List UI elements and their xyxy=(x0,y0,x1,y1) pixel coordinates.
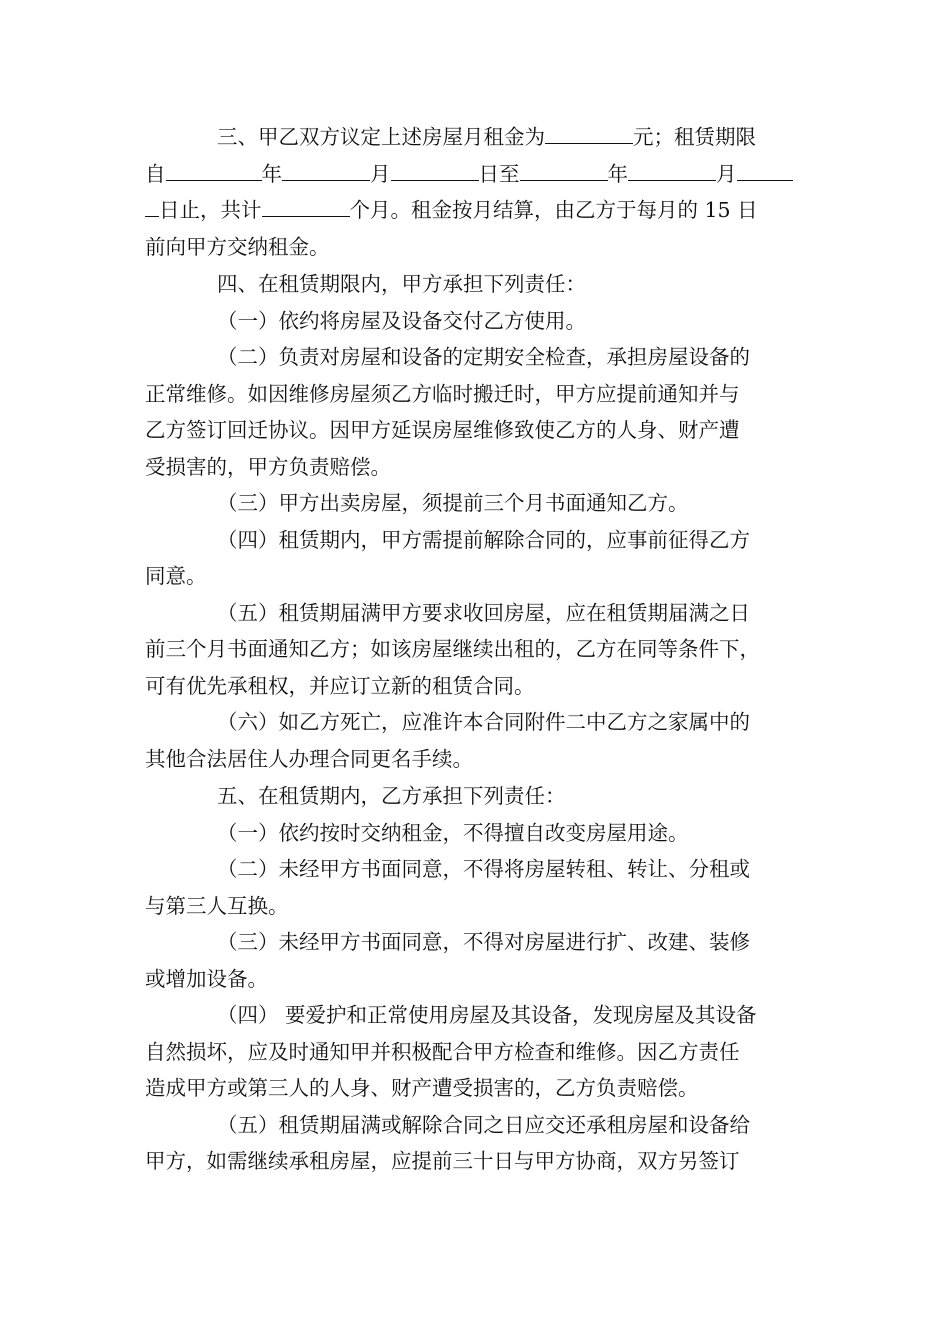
clause-5-item-2-line-1: （二）未经甲方书面同意，不得将房屋转租、转让、分租或 xyxy=(217,857,750,881)
clause-4-item-6-line-1: （六）如乙方死亡，应准许本合同附件二中乙方之家属中的 xyxy=(217,710,750,734)
clause-5-item-1: （一）依约按时交纳租金，不得擅自改变房屋用途。 xyxy=(217,820,689,845)
clause-4-item-5-line-2: 前三个月书面通知乙方；如该房屋继续出租的，乙方在同等条件下， xyxy=(145,637,760,661)
clause-5-heading: 五、在租赁期内，乙方承担下列责任： xyxy=(217,784,566,808)
clause-3-line-4: 前向甲方交纳租金。 xyxy=(145,234,330,259)
clause-3 xyxy=(145,119,810,265)
clause-4-item-2-line-3: 乙方签订回迁协议。因甲方延误房屋维修致使乙方的人身、财产遭 xyxy=(145,418,740,442)
end-day-blank-part1 xyxy=(737,162,793,181)
clause-4-item-4-line-1: （四）租赁期内，甲方需提前解除合同的，应事前征得乙方 xyxy=(217,527,750,552)
rent-amount-blank xyxy=(545,125,633,144)
start-day-blank xyxy=(391,162,479,181)
clause-3-line-2: 自 年 月 日至 年 月 xyxy=(145,156,810,193)
clause-4-item-3: （三）甲方出卖房屋，须提前三个月书面通知乙方。 xyxy=(217,491,689,515)
clause-5-item-4-line-1: （四） 要爱护和正常使用房屋及其设备，发现房屋及其设备 xyxy=(217,1003,757,1027)
clause-5-item-4-line-2: 自然损坏，应及时通知甲并积极配合甲方检查和维修。因乙方责任 xyxy=(145,1039,740,1064)
clause-4-item-4-line-2: 同意。 xyxy=(145,564,207,588)
clause-4-item-1: （一）依约将房屋及设备交付乙方使用。 xyxy=(217,308,586,333)
start-month-blank xyxy=(282,162,370,181)
clause-5-item-2-line-2: 与第三人互换。 xyxy=(145,893,289,918)
clause-5-item-4-line-3: 造成甲方或第三人的人身、财产遭受损害的，乙方负责赔偿。 xyxy=(145,1076,699,1100)
clause-4-item-2-line-4: 受损害的，甲方负责赔偿。 xyxy=(145,454,391,479)
clause-5-item-3-line-2: 或增加设备。 xyxy=(145,966,268,991)
start-year-blank xyxy=(166,162,262,181)
end-month-blank xyxy=(628,162,716,181)
clause-3-line-3: 日止，共计 个月。租金按月结算，由乙方于每月的 15 日 xyxy=(145,192,810,229)
end-year-blank xyxy=(520,162,608,181)
clause-3-line-1: 三、甲乙双方议定上述房屋月租金为 元；租赁期限 xyxy=(217,125,756,149)
clause-4 xyxy=(145,266,810,777)
clause-4-item-2-line-1: （二）负责对房屋和设备的定期安全检查，承担房屋设备的 xyxy=(217,345,750,369)
clause-5 xyxy=(145,778,810,1180)
clause-5-item-3-line-1: （三）未经甲方书面同意，不得对房屋进行扩、改建、装修 xyxy=(217,930,750,954)
clause-4-item-2-line-2: 正常维修。如因维修房屋须乙方临时搬迁时，甲方应提前通知并与 xyxy=(145,381,740,406)
clause-5-item-5-line-2: 甲方，如需继续承租房屋，应提前三十日与甲方协商，双方另签订 xyxy=(145,1149,740,1173)
total-months-blank xyxy=(262,198,350,217)
clause-4-item-5-line-3: 可有优先承租权，并应订立新的租赁合同。 xyxy=(145,673,535,698)
clause-4-heading: 四、在租赁期限内，甲方承担下列责任： xyxy=(217,272,586,296)
clause-4-item-6-line-2: 其他合法居住人办理合同更名手续。 xyxy=(145,746,473,771)
clause-4-item-5-line-1: （五）租赁期届满甲方要求收回房屋，应在租赁期届满之日 xyxy=(217,600,750,625)
clause-5-item-5-line-1: （五）租赁期届满或解除合同之日应交还承租房屋和设备给 xyxy=(217,1112,750,1137)
end-day-blank-part2 xyxy=(145,198,159,217)
